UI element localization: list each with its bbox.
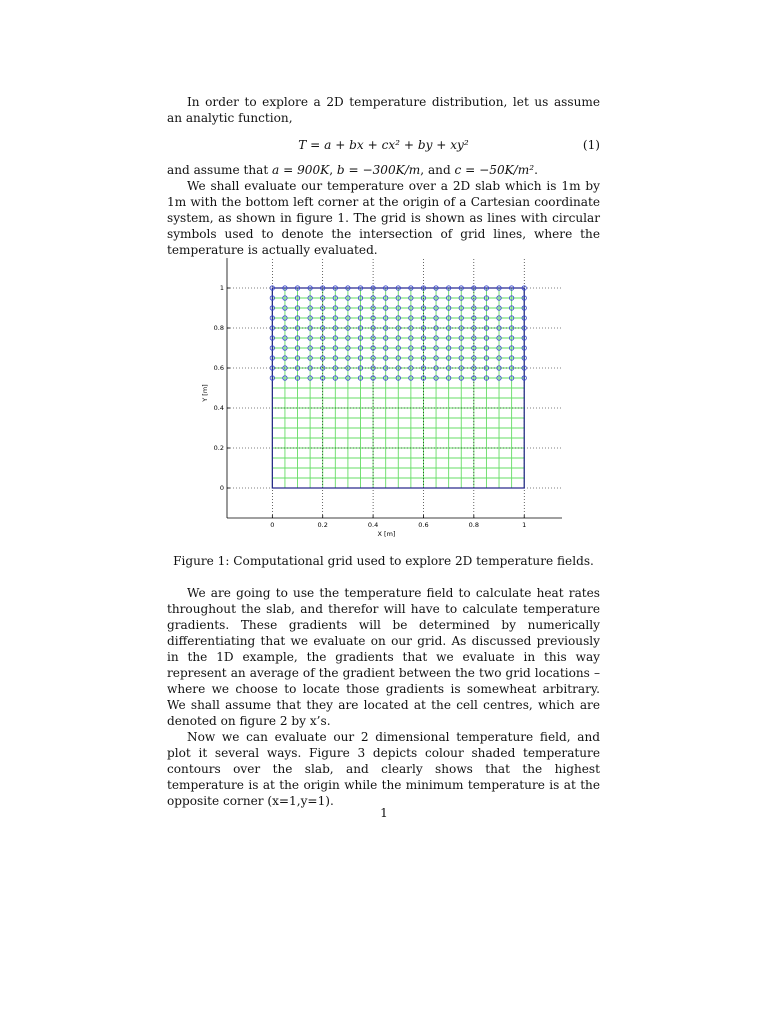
equation-1: [167, 138, 600, 156]
assumption-prefix: and assume that: [167, 163, 273, 177]
lower-paragraphs: [167, 585, 600, 809]
computational-grid-figure: [195, 250, 575, 545]
gradients-paragraph: We are going to use the temperature field to calculate heat rates throughout the slab, and therefor will have to calculate temperature gradients. These gradients will be determined by numerically differentiating that we evaluate on our grid. As discussed previously in the 1D example, the gradients that we evaluate in this way represent an average of the gradient between the two grid locations – where we choose to locate those gradients is somewheat arbitrary. We shall assume that they are located at the cell centres, which are denoted on figure 2 by x’s.: [167, 586, 600, 728]
mesh-layer: [272, 288, 524, 488]
intro-paragraph: [167, 94, 600, 126]
constant-c: c = −50K/m²: [454, 163, 535, 177]
grid-paragraph: We shall evaluate our temperature over a 2D slab which is 1m by 1m with the bottom left corner at the origin of a Cartesian coordinate system, as shown in figure 1. The grid is shown as lines with circular symbols used to denote the intersection of grid lines, where the temperature is actually evaluated.: [167, 179, 600, 257]
x-tick-label: 0.2: [317, 521, 328, 529]
contours-paragraph: Now we can evaluate our 2 dimensional temperature field, and plot it several ways. Figure 3 depicts colour shaded temperature contours over the slab, and clearly shows that the highest temperature is at the origin while the minimum temperature is at the opposite corner (x=1,y=1).: [167, 730, 600, 808]
assumption-sep1: ,: [329, 163, 337, 177]
y-tick-label: 0: [219, 484, 224, 493]
y-tick-label: 0.4: [213, 404, 224, 413]
equation-body: T = a + bx + cx² + by + xy²: [298, 138, 469, 152]
label-layer: [201, 284, 526, 538]
x-tick-label: 1: [522, 521, 527, 529]
x-tick-label: 0: [270, 521, 275, 529]
figure-caption: Figure 1: Computational grid used to explore 2D temperature fields.: [173, 554, 594, 568]
x-axis-label: X [m]: [377, 530, 396, 538]
constant-a: a = 900K: [272, 163, 330, 177]
y-tick-label: 0.6: [213, 364, 224, 373]
equation-number: (1): [582, 138, 600, 152]
y-tick-label: 0.8: [213, 324, 224, 333]
y-axis-label: Y [m]: [201, 384, 209, 402]
assumption-line: [167, 162, 600, 178]
page-number: 1: [380, 806, 388, 820]
assumption-suffix: .: [534, 163, 538, 177]
x-tick-label: 0.8: [468, 521, 480, 529]
x-tick-label: 0.6: [418, 521, 429, 529]
intro-text: In order to explore a 2D temperature distribution, let us assume an analytic function,: [167, 95, 600, 125]
x-tick-label: 0.4: [367, 521, 379, 529]
body-paragraphs: [167, 162, 600, 258]
constant-b: b = −300K/m: [336, 163, 421, 177]
y-tick-label: 0.2: [213, 444, 224, 453]
y-tick-label: 1: [219, 284, 224, 293]
assumption-sep2: , and: [420, 163, 455, 177]
